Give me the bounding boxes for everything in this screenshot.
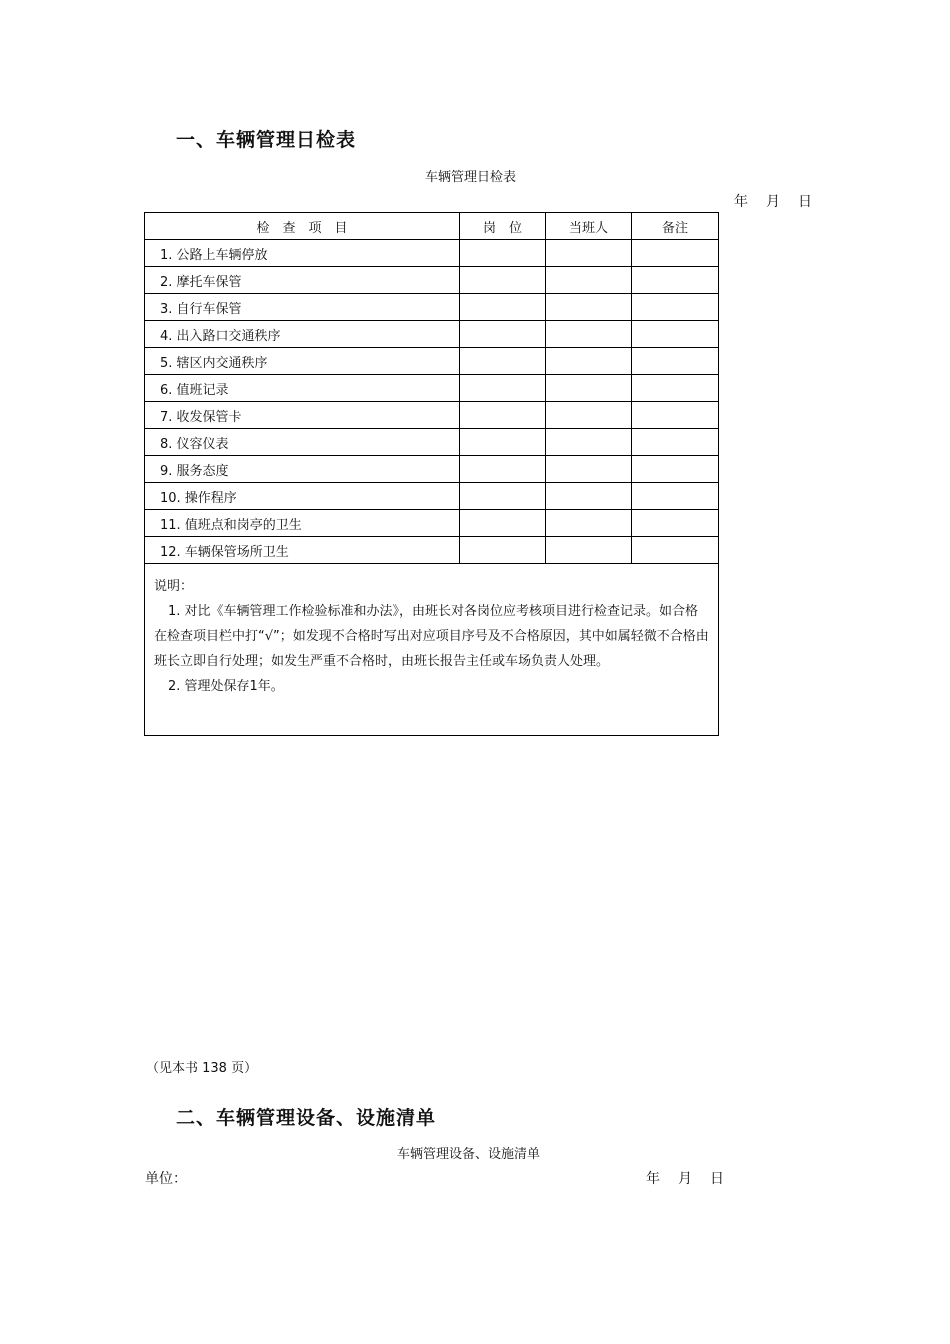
post-cell [460,267,546,294]
item-cell: 11. 值班点和岗亭的卫生 [145,510,460,537]
note-2-text: 2. 管理处保存1年。 [168,679,284,694]
item-cell: 2. 摩托车保管 [145,267,460,294]
remarks-cell [632,321,719,348]
on-duty-cell [546,321,632,348]
item-cell: 7. 收发保管卡 [145,402,460,429]
remarks-cell [632,402,719,429]
on-duty-cell [546,483,632,510]
post-cell [460,456,546,483]
note-1-continuation: 录。如合格在检查项目栏中打“√”；如发现不合格时写出对应项目序号及不合格原因，其中如属轻微不合格由班长立即自行处理；如发生严重不合格时，由班长报告主任或车场负责人处理。 [154,604,709,669]
table-2-date: 年 月 日 [646,1171,726,1187]
on-duty-cell [546,294,632,321]
post-cell [460,294,546,321]
table-row [145,429,719,456]
remarks-cell [632,294,719,321]
table-row [145,240,719,267]
note-paragraph-1 [154,599,709,674]
on-duty-cell [546,375,632,402]
daily-check-table [144,212,719,736]
remarks-cell [632,348,719,375]
on-duty-cell [546,429,632,456]
item-cell: 1. 公路上车辆停放 [145,240,460,267]
column-header-item: 检 查 项 目 [145,213,460,240]
item-cell: 9. 服务态度 [145,456,460,483]
section-2-heading: 二、车辆管理设备、设施清单 [176,1107,437,1129]
post-cell [460,348,546,375]
item-cell: 8. 仪容仪表 [145,429,460,456]
post-cell [460,429,546,456]
note-paragraph-2 [154,674,709,699]
notes-row [145,564,719,736]
on-duty-cell [546,348,632,375]
remarks-cell [632,375,719,402]
table-row [145,267,719,294]
remarks-cell [632,537,719,564]
item-cell: 12. 车辆保管场所卫生 [145,537,460,564]
remarks-cell [632,483,719,510]
table-row [145,483,719,510]
on-duty-cell [546,456,632,483]
unit-label: 单位： [145,1171,187,1187]
item-cell: 4. 出入路口交通秩序 [145,321,460,348]
table-row [145,375,719,402]
notes-cell [145,564,719,736]
item-cell: 3. 自行车保管 [145,294,460,321]
table-row [145,537,719,564]
post-cell [460,537,546,564]
table-row [145,348,719,375]
post-cell [460,483,546,510]
post-cell [460,321,546,348]
item-cell: 6. 值班记录 [145,375,460,402]
on-duty-cell [546,402,632,429]
page-reference: （见本书 138 页） [146,1061,258,1076]
section-1-heading: 一、车辆管理日检表 [176,129,357,151]
table-row [145,321,719,348]
item-cell: 5. 辖区内交通秩序 [145,348,460,375]
remarks-cell [632,267,719,294]
table-header-row [145,213,719,240]
table-2-title: 车辆管理设备、设施清单 [397,1147,541,1162]
remarks-cell [632,510,719,537]
on-duty-cell [546,240,632,267]
column-header-on-duty: 当班人 [546,213,632,240]
column-header-post: 岗 位 [460,213,546,240]
table-row [145,294,719,321]
notes-title: 说明： [154,579,194,594]
item-cell: 10. 操作程序 [145,483,460,510]
remarks-cell [632,429,719,456]
table-1-title: 车辆管理日检表 [425,170,517,185]
column-header-remarks: 备注 [632,213,719,240]
on-duty-cell [546,510,632,537]
table-row [145,456,719,483]
post-cell [460,402,546,429]
table-row [145,402,719,429]
table-1-date: 年 月 日 [734,194,814,210]
on-duty-cell [546,267,632,294]
post-cell [460,240,546,267]
remarks-cell [632,240,719,267]
note-1-first-line: 1. 对比《车辆管理工作检验标准和办法》，由班长对各岗位应考核项目进行检查记 [168,604,634,619]
remarks-cell [632,456,719,483]
post-cell [460,375,546,402]
post-cell [460,510,546,537]
on-duty-cell [546,537,632,564]
table-row [145,510,719,537]
